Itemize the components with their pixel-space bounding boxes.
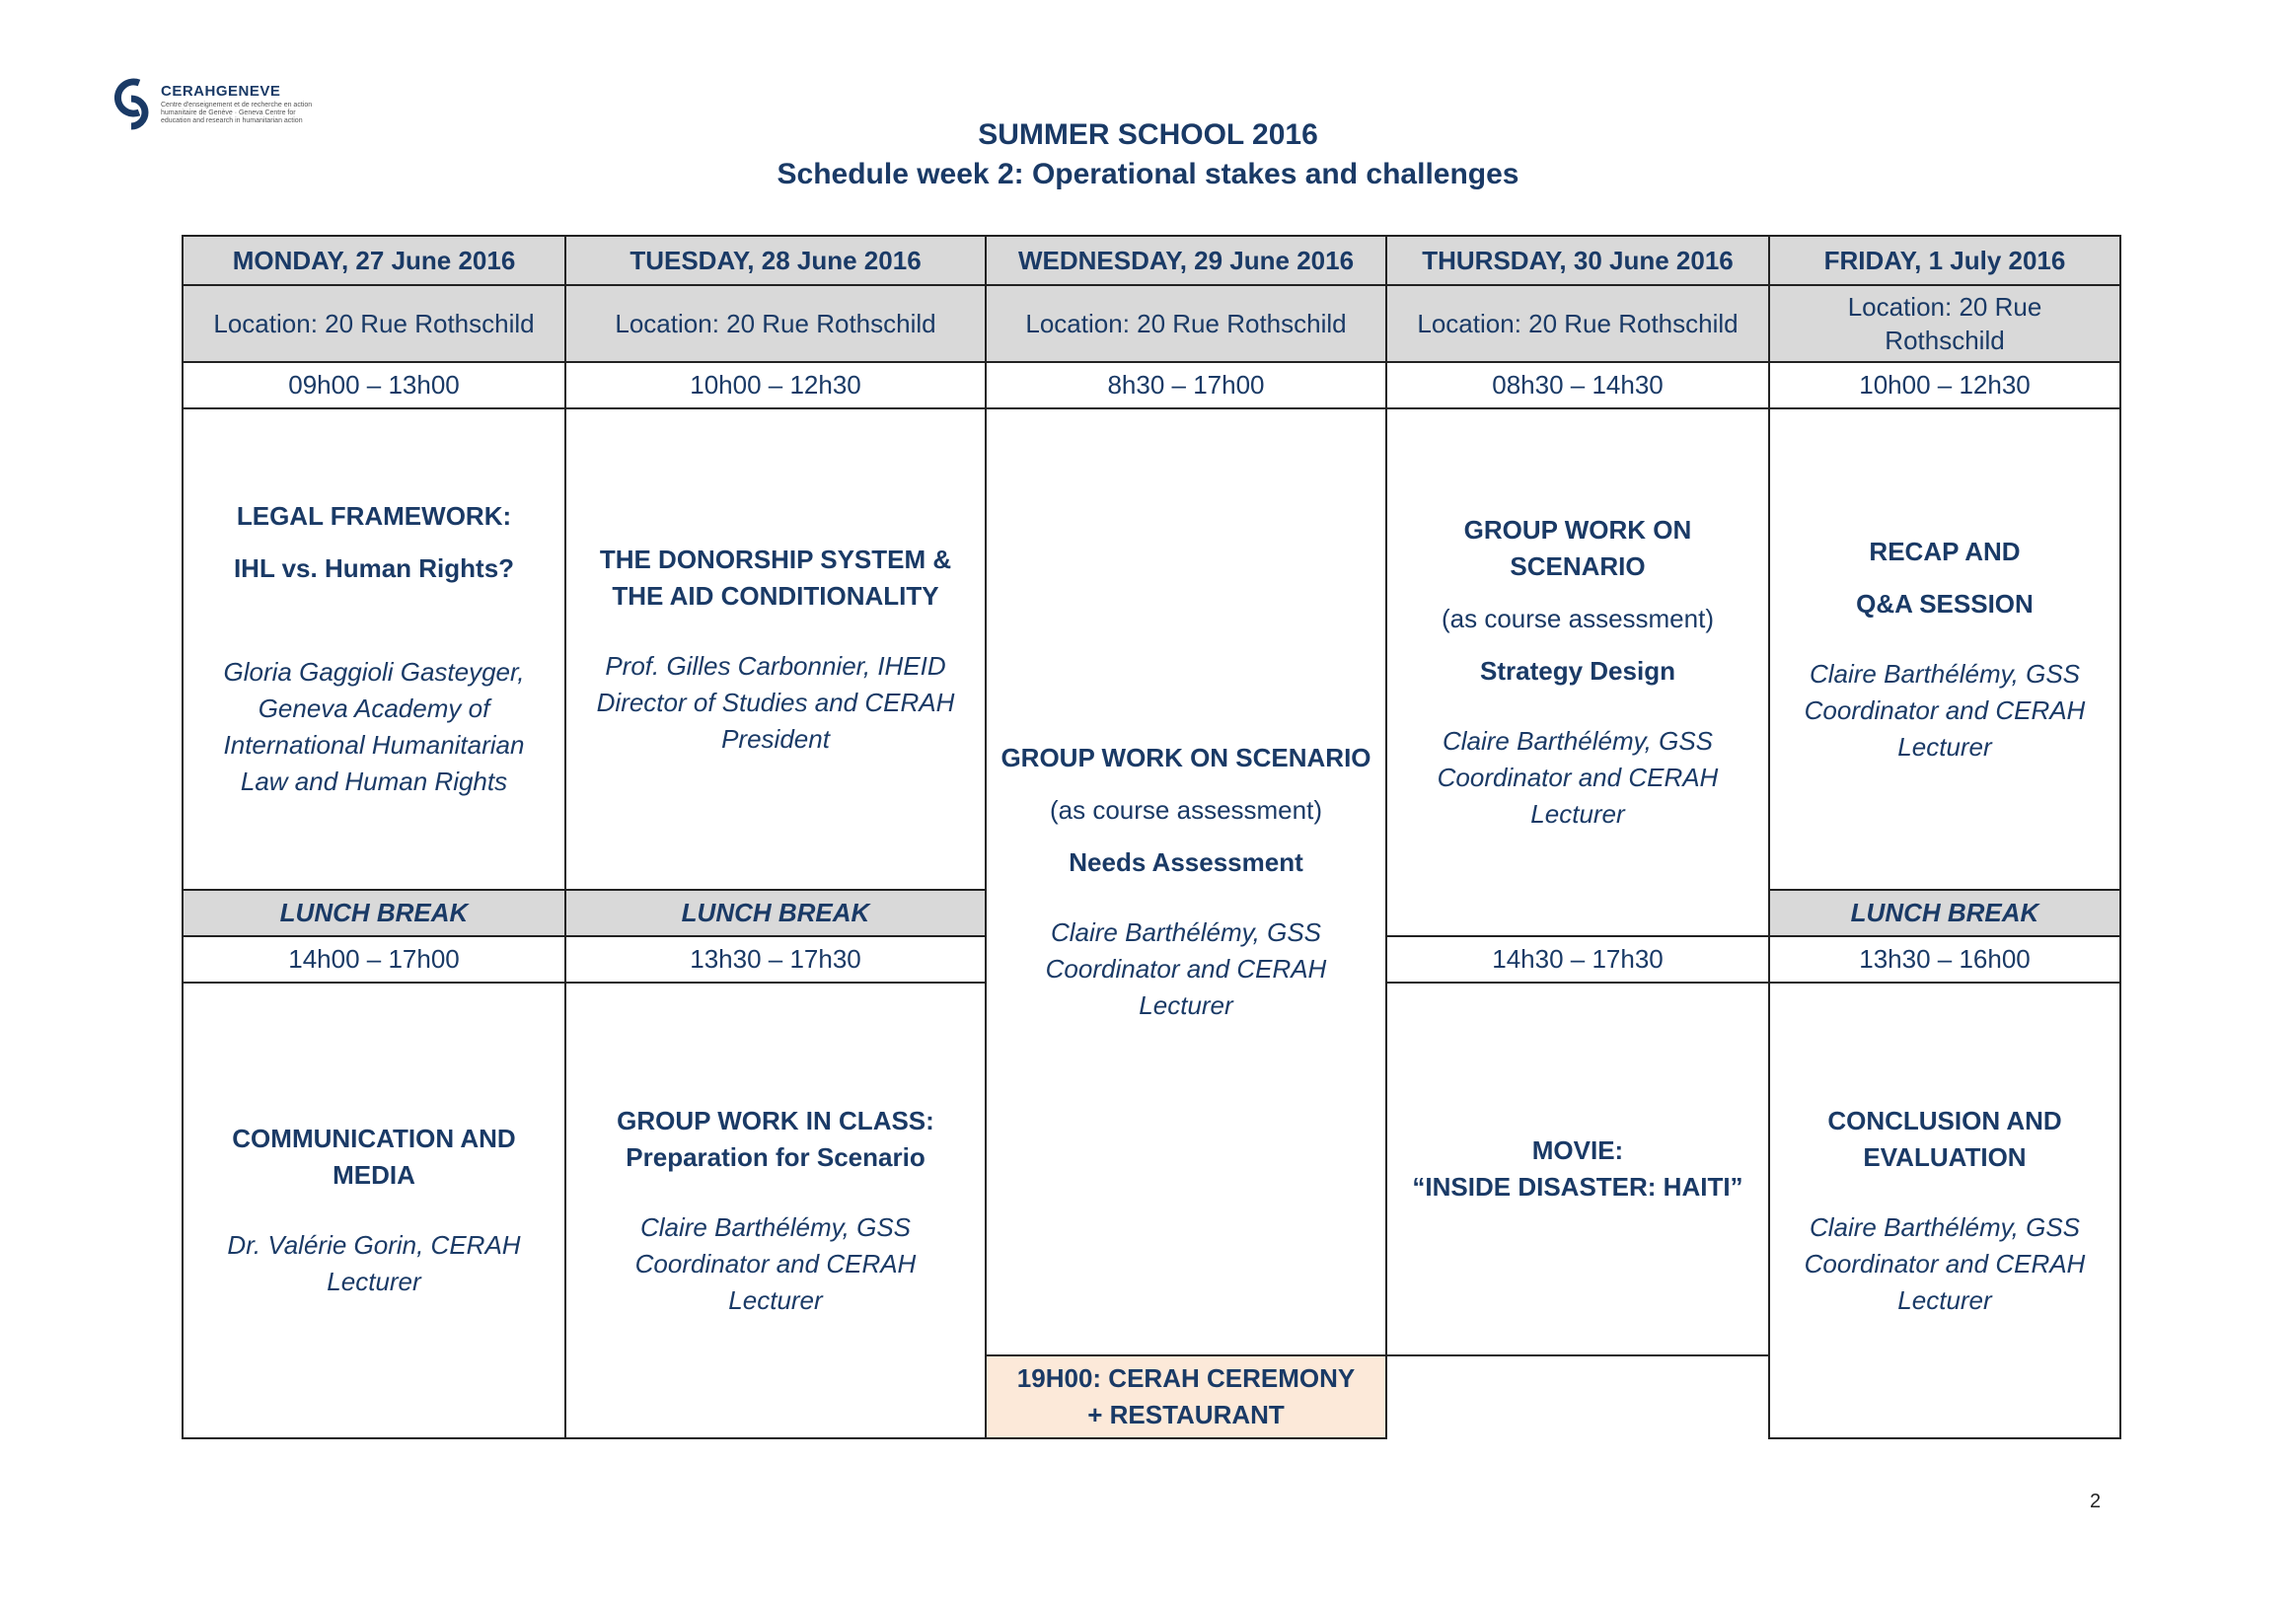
session-title: THE DONORSHIP SYSTEM & — [599, 544, 952, 574]
ceremony-line2: + RESTAURANT — [1087, 1400, 1285, 1429]
time-thursday-pm: 14h30 – 17h30 — [1386, 936, 1769, 983]
session-title: MOVIE: — [1531, 1135, 1624, 1165]
logo-subtitle: Centre d'enseignement et de recherche en action humanitaire de Genève · Geneva Centre for education and research in humanitarian action — [161, 102, 313, 124]
session-monday-am — [183, 408, 565, 890]
session-wednesday — [986, 408, 1386, 1355]
page-number: 2 — [2090, 1491, 2102, 1512]
day-header-wednesday: WEDNESDAY, 29 June 2016 — [986, 236, 1386, 285]
time-friday-pm: 13h30 – 16h00 — [1769, 936, 2120, 983]
session-title: “INSIDE DISASTER: HAITI” — [1412, 1172, 1743, 1202]
session-title: LEGAL FRAMEWORK: — [236, 501, 512, 531]
session-speaker: Coordinator and CERAH — [634, 1248, 917, 1278]
session-title: GROUP WORK ON SCENARIO — [1000, 743, 1371, 772]
ceremony-line1: 19H00: CERAH CEREMONY — [1016, 1363, 1356, 1393]
session-title: Preparation for Scenario — [626, 1141, 926, 1172]
document-subtitle: Schedule week 2: Operational stakes and challenges — [777, 158, 1519, 190]
session-thursday-pm — [1386, 983, 1769, 1355]
session-note: (as course assessment) — [1050, 795, 1322, 825]
lunch-break-tuesday: LUNCH BREAK — [565, 890, 986, 936]
location-friday-line1: Location: 20 Rue — [1847, 292, 2042, 322]
session-title: SCENARIO — [1510, 551, 1646, 581]
time-friday-am: 10h00 – 12h30 — [1769, 362, 2120, 408]
time-thursday-am: 08h30 – 14h30 — [1386, 362, 1769, 408]
location-thursday: Location: 20 Rue Rothschild — [1386, 285, 1769, 362]
session-tuesday-pm — [565, 983, 986, 1438]
session-title: EVALUATION — [1863, 1141, 2027, 1172]
session-title: IHL vs. Human Rights? — [233, 553, 515, 583]
session-speaker: Director of Studies and CERAH — [596, 687, 955, 717]
location-monday: Location: 20 Rue Rothschild — [183, 285, 565, 362]
session-speaker: Lecturer — [327, 1267, 421, 1296]
session-speaker: Claire Barthélémy, GSS — [1809, 1211, 2081, 1242]
session-speaker: Coordinator and CERAH — [1437, 763, 1719, 792]
morning-time-row — [183, 362, 2120, 408]
day-header-row — [183, 236, 2120, 285]
session-title: RECAP AND — [1869, 536, 2021, 566]
session-tuesday-am — [565, 408, 986, 890]
document-title: SUMMER SCHOOL 2016 — [978, 118, 1318, 151]
session-speaker: Dr. Valérie Gorin, CERAH — [227, 1230, 521, 1260]
session-speaker: International Humanitarian — [223, 730, 525, 760]
day-header-thursday: THURSDAY, 30 June 2016 — [1386, 236, 1769, 285]
session-speaker: Gloria Gaggioli Gasteyger, — [223, 657, 525, 687]
session-speaker: Prof. Gilles Carbonnier, IHEID — [605, 650, 946, 681]
location-friday — [1769, 285, 2120, 362]
morning-session-row — [183, 408, 2120, 890]
session-friday-pm — [1769, 983, 2120, 1438]
session-title: MEDIA — [333, 1160, 415, 1190]
time-tuesday-pm: 13h30 – 17h30 — [565, 936, 986, 983]
location-friday-line2: Rothschild — [1885, 326, 2005, 355]
session-speaker: Law and Human Rights — [240, 767, 508, 796]
session-speaker: President — [721, 723, 830, 754]
day-header-tuesday: TUESDAY, 28 June 2016 — [565, 236, 986, 285]
session-speaker: Lecturer — [1897, 731, 1992, 762]
session-speaker: Coordinator and CERAH — [1045, 954, 1327, 984]
time-tuesday-am: 10h00 – 12h30 — [565, 362, 986, 408]
session-title: GROUP WORK IN CLASS: — [617, 1105, 934, 1135]
session-title: THE AID CONDITIONALITY — [612, 580, 939, 611]
lunch-break-monday: LUNCH BREAK — [183, 890, 565, 936]
session-title: Q&A SESSION — [1856, 588, 2034, 619]
session-speaker: Coordinator and CERAH — [1804, 1248, 2086, 1278]
location-tuesday: Location: 20 Rue Rothschild — [565, 285, 986, 362]
session-title: GROUP WORK ON — [1463, 515, 1692, 545]
time-wednesday: 8h30 – 17h00 — [986, 362, 1386, 408]
session-speaker: Geneva Academy of — [258, 694, 490, 723]
session-speaker: Claire Barthélémy, GSS — [1809, 658, 2081, 689]
schedule-table — [182, 235, 2121, 1439]
session-speaker: Lecturer — [1897, 1284, 1992, 1315]
day-header-friday: FRIDAY, 1 July 2016 — [1769, 236, 2120, 285]
session-speaker: Claire Barthélémy, GSS — [639, 1211, 912, 1242]
time-monday-pm: 14h00 – 17h00 — [183, 936, 565, 983]
session-speaker: Claire Barthélémy, GSS — [1442, 726, 1714, 756]
lunch-break-friday: LUNCH BREAK — [1769, 890, 2120, 936]
session-speaker: Lecturer — [1530, 799, 1625, 829]
session-monday-pm — [183, 983, 565, 1438]
session-title: COMMUNICATION AND — [232, 1124, 516, 1153]
session-speaker: Lecturer — [1139, 990, 1233, 1020]
session-friday-am — [1769, 408, 2120, 890]
logo-name: CERAHGENEVE — [161, 83, 281, 100]
session-subtitle: Strategy Design — [1480, 656, 1675, 686]
location-row — [183, 285, 2120, 362]
session-subtitle: Needs Assessment — [1069, 847, 1303, 877]
time-monday-am: 09h00 – 13h00 — [183, 362, 565, 408]
session-speaker: Claire Barthélémy, GSS — [1050, 917, 1322, 947]
session-speaker: Coordinator and CERAH — [1804, 694, 2086, 725]
session-title: CONCLUSION AND — [1827, 1105, 2062, 1135]
day-header-monday: MONDAY, 27 June 2016 — [183, 236, 565, 285]
session-note: (as course assessment) — [1442, 604, 1714, 633]
location-wednesday: Location: 20 Rue Rothschild — [986, 285, 1386, 362]
session-speaker: Lecturer — [728, 1284, 823, 1315]
session-thursday-am — [1386, 408, 1769, 936]
ceremony-thursday — [986, 1355, 1386, 1438]
